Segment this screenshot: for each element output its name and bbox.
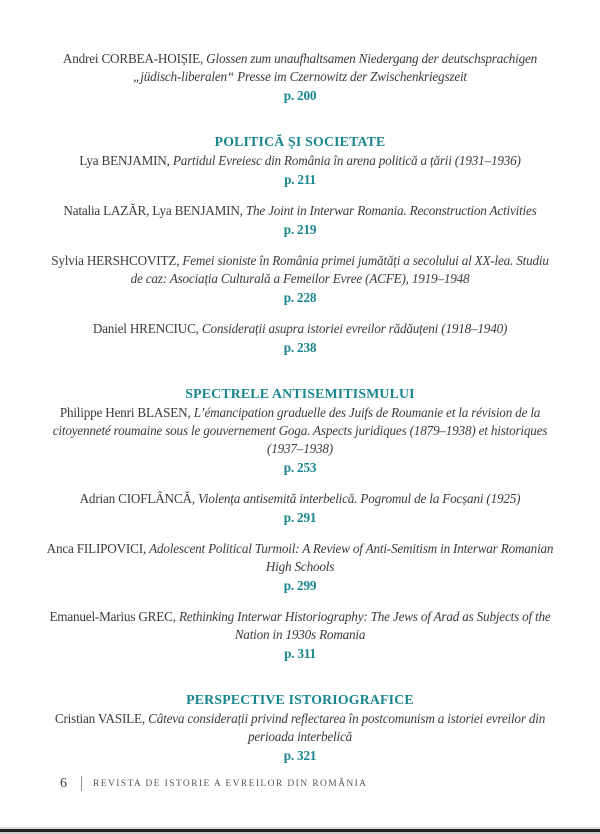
toc-entry — [44, 50, 556, 105]
entry-page-number: p. 299 — [283, 578, 317, 593]
entry-authors: Cristian VASILE, — [54, 711, 145, 726]
entry-page-number: p. 219 — [283, 222, 317, 237]
entry-page-number: p. 311 — [284, 646, 316, 661]
entry-title: Partidul Evreiesc din România în arena politică a țării (1931–1936) — [172, 153, 521, 168]
entry-text — [44, 404, 556, 458]
toc-entry — [44, 152, 556, 189]
entry-authors: Sylvia HERSHCOVITZ, — [51, 253, 180, 268]
toc-section — [44, 691, 556, 765]
section-heading: POLITICĂ ȘI SOCIETATE — [214, 134, 386, 149]
entry-title: L’émancipation graduelle des Juifs de Roumanie et la révision de la citoyenneté roumaine sous le gouvernement Goga. Aspects juridiques (1879–1938) et historiques (1937–1938) — [52, 405, 548, 456]
entry-authors: Natalia LAZĂR, Lya BENJAMIN, — [63, 203, 243, 218]
section-heading: SPECTRELE ANTISEMITISMULUI — [185, 386, 415, 401]
entry-page-number: p. 211 — [284, 172, 316, 187]
entry-title: The Joint in Interwar Romania. Reconstruction Activities — [245, 203, 537, 218]
entry-text — [44, 202, 556, 220]
entry-text — [44, 252, 556, 288]
toc-section — [44, 133, 556, 357]
entry-title: Adolescent Political Turmoil: A Review of Anti-Semitism in Interwar Romanian High Schools — [149, 541, 554, 574]
toc-entry — [44, 202, 556, 239]
entry-text — [44, 490, 556, 508]
entry-text — [44, 50, 556, 86]
section-heading: PERSPECTIVE ISTORIOGRAFICE — [186, 692, 414, 707]
toc-entry — [44, 540, 556, 595]
entry-text — [44, 608, 556, 644]
footer-page-number: 6 — [60, 775, 67, 791]
entry-text — [44, 320, 556, 338]
entry-text — [44, 540, 556, 576]
entry-page-number: p. 200 — [283, 88, 317, 103]
page-footer — [60, 775, 367, 792]
toc-entry — [44, 320, 556, 357]
toc-entry — [44, 404, 556, 477]
entry-title: Femei sioniste în România primei jumătăți a secolului al XX-lea. Studiu de caz: Asociația Culturală a Femeilor Evree (ACFE), 1919–1948 — [130, 253, 549, 286]
toc-entry — [44, 252, 556, 307]
entry-page-number: p. 228 — [283, 290, 317, 305]
entry-authors: Philippe Henri BLASEN, — [59, 405, 191, 420]
entry-authors: Anca FILIPOVICI, — [46, 541, 147, 556]
entry-text — [44, 710, 556, 746]
entry-title: Violența antisemită interbelică. Pogromul de la Focșani (1925) — [198, 491, 521, 506]
toc-entry — [44, 710, 556, 765]
entry-title: Glossen zum unaufhaltsamen Niedergang der deutschsprachigen „jüdisch-liberalen“ Presse im Czernowitz der Zwischenkriegszeit — [133, 51, 538, 84]
entry-authors: Emanuel-Marius GREC, — [49, 609, 176, 624]
entry-page-number: p. 321 — [283, 748, 317, 763]
entry-authors: Andrei CORBEA-HOIȘIE, — [62, 51, 204, 66]
footer-divider — [81, 776, 82, 791]
entry-title: Considerații asupra istoriei evreilor rădăuțeni (1918–1940) — [201, 321, 508, 336]
entry-title: Câteva considerații privind reflectarea în postcomunism a istoriei evreilor din perioada interbelică — [148, 711, 546, 744]
toc-entry — [44, 490, 556, 527]
entry-page-number: p. 238 — [283, 340, 317, 355]
entry-authors: Daniel HRENCIUC, — [92, 321, 199, 336]
entry-page-number: p. 253 — [283, 460, 317, 475]
entry-authors: Adrian CIOFLÂNCĂ, — [79, 491, 195, 506]
toc-section — [44, 50, 556, 105]
entry-page-number: p. 291 — [283, 510, 317, 525]
toc-content — [44, 50, 556, 765]
entry-text — [44, 152, 556, 170]
footer-journal-title: REVISTA DE ISTORIE A EVREILOR DIN ROMÂNIA — [93, 779, 368, 789]
entry-title: Rethinking Interwar Historiography: The Jews of Arad as Subjects of the Nation in 1930s Romania — [178, 609, 551, 642]
toc-entry — [44, 608, 556, 663]
toc-section — [44, 385, 556, 663]
entry-authors: Lya BENJAMIN, — [79, 153, 170, 168]
